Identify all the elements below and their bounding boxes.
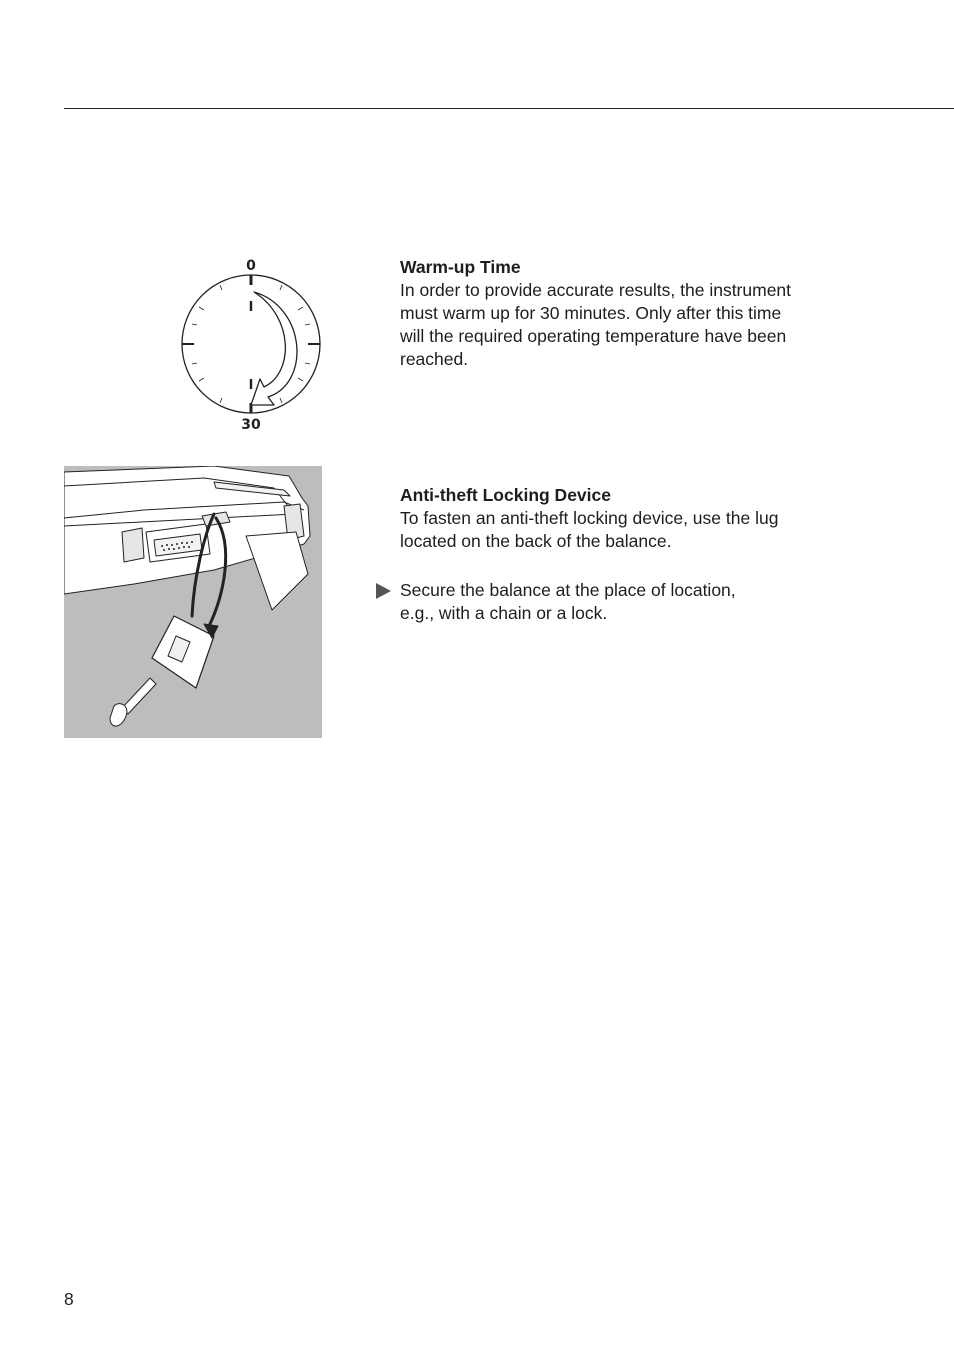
instruction-line: Secure the balance at the place of location, [400, 580, 736, 600]
dial-sweep-arrow [251, 292, 297, 405]
anti-theft-lock-illustration [64, 466, 322, 738]
warmup-body-line: In order to provide accurate results, the instrument [400, 280, 792, 300]
warmup-timer-dial-illustration [176, 255, 328, 435]
dial-label-zero: 0 [246, 258, 256, 274]
anti-theft-section [400, 484, 840, 553]
anti-theft-body-line: located on the back of the balance. [400, 531, 672, 551]
instruction-line: e.g., with a chain or a lock. [400, 603, 608, 623]
warmup-heading: Warm-up Time [400, 257, 521, 277]
warmup-body-line: must warm up for 30 minutes. Only after this time [400, 303, 782, 323]
dial-ticks [182, 275, 320, 413]
bullet-arrow-icon [376, 583, 391, 599]
header-rule [64, 108, 954, 109]
dial-label-thirty: 30 [241, 417, 261, 433]
anti-theft-body-line: To fasten an anti-theft locking device, use the lug [400, 508, 779, 528]
warmup-body-line: reached. [400, 349, 469, 369]
anti-theft-heading: Anti-theft Locking Device [400, 485, 611, 505]
warmup-section [400, 256, 840, 371]
page-number: 8 [64, 1289, 74, 1309]
instruction-step [376, 579, 816, 625]
dial-face [182, 275, 320, 413]
warmup-body-line: will the required operating temperature have been [400, 326, 787, 346]
